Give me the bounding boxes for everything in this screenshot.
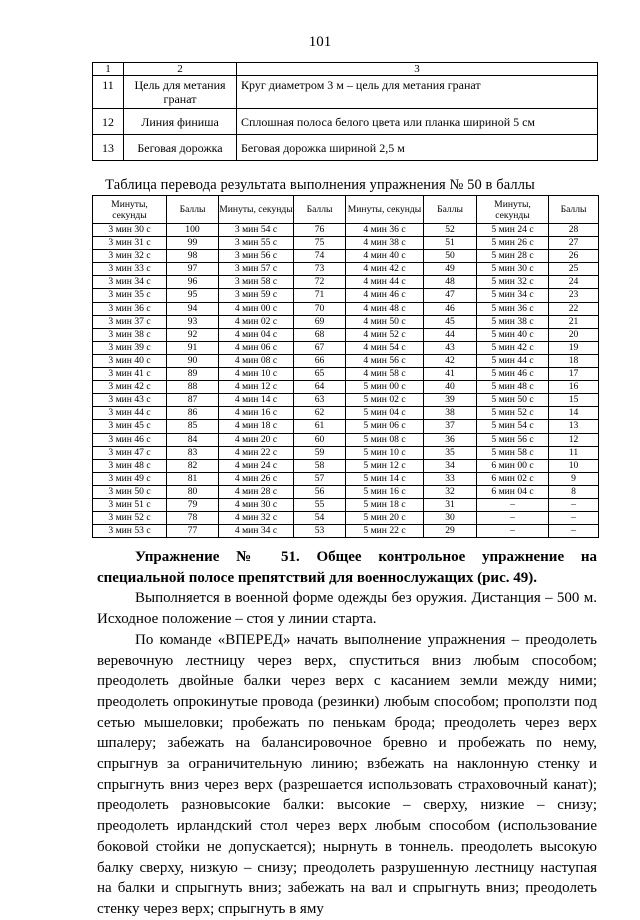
score-cell: 81 xyxy=(167,472,219,485)
score-cell: 77 xyxy=(167,525,219,538)
time-cell: 5 мин 36 с xyxy=(477,302,549,315)
score-cell: – xyxy=(549,512,599,525)
score-table-row xyxy=(93,354,599,367)
score-cell: 85 xyxy=(167,420,219,433)
score-cell: 48 xyxy=(424,276,477,289)
time-cell: – xyxy=(477,512,549,525)
score-cell: 24 xyxy=(549,276,599,289)
score-cell: 51 xyxy=(424,237,477,250)
score-cell: 23 xyxy=(549,289,599,302)
score-cell: 16 xyxy=(549,381,599,394)
time-cell: 4 мин 58 с xyxy=(346,368,424,381)
time-cell: 4 мин 32 с xyxy=(219,512,294,525)
time-cell: 4 мин 52 с xyxy=(346,328,424,341)
time-cell: 3 мин 38 с xyxy=(93,328,167,341)
table1-desc: Беговая дорожка шириной 2,5 м xyxy=(237,135,598,161)
score-cell: 62 xyxy=(294,407,346,420)
score-cell: 84 xyxy=(167,433,219,446)
time-cell: 5 мин 14 с xyxy=(346,472,424,485)
header-time: Минуты, секунды xyxy=(346,196,424,224)
time-cell: 3 мин 43 с xyxy=(93,394,167,407)
score-cell: 44 xyxy=(424,328,477,341)
time-cell: 3 мин 44 с xyxy=(93,407,167,420)
time-cell: 5 мин 18 с xyxy=(346,498,424,511)
time-cell: 3 мин 57 с xyxy=(219,263,294,276)
time-cell: 5 мин 56 с xyxy=(477,433,549,446)
score-cell: 22 xyxy=(549,302,599,315)
time-cell: 3 мин 36 с xyxy=(93,302,167,315)
time-cell: 4 мин 00 с xyxy=(219,302,294,315)
time-cell: 4 мин 44 с xyxy=(346,276,424,289)
score-cell: 14 xyxy=(549,407,599,420)
score-cell: 35 xyxy=(424,446,477,459)
time-cell: 3 мин 46 с xyxy=(93,433,167,446)
score-cell: 41 xyxy=(424,368,477,381)
time-cell: 3 мин 34 с xyxy=(93,276,167,289)
score-cell: 30 xyxy=(424,512,477,525)
score-cell: 99 xyxy=(167,237,219,250)
score-cell: 71 xyxy=(294,289,346,302)
time-cell: 5 мин 28 с xyxy=(477,250,549,263)
score-cell: 32 xyxy=(424,485,477,498)
score-cell: 47 xyxy=(424,289,477,302)
score-cell: 73 xyxy=(294,263,346,276)
header-score: Баллы xyxy=(167,196,219,224)
score-cell: 82 xyxy=(167,459,219,472)
score-table-row xyxy=(93,446,599,459)
score-table-row xyxy=(93,498,599,511)
score-cell: 19 xyxy=(549,341,599,354)
score-cell: 27 xyxy=(549,237,599,250)
time-cell: 6 мин 04 с xyxy=(477,485,549,498)
score-cell: 11 xyxy=(549,446,599,459)
score-cell: 12 xyxy=(549,433,599,446)
time-cell: 4 мин 40 с xyxy=(346,250,424,263)
time-cell: 5 мин 20 с xyxy=(346,512,424,525)
score-cell: 96 xyxy=(167,276,219,289)
time-cell: 4 мин 48 с xyxy=(346,302,424,315)
time-cell: 4 мин 36 с xyxy=(346,224,424,237)
time-cell: 5 мин 30 с xyxy=(477,263,549,276)
score-cell: 45 xyxy=(424,315,477,328)
time-cell: 5 мин 12 с xyxy=(346,459,424,472)
score-cell: 13 xyxy=(549,420,599,433)
time-cell: 5 мин 04 с xyxy=(346,407,424,420)
score-table-row xyxy=(93,394,599,407)
table1-header-cell: 1 xyxy=(93,63,124,76)
score-cell: 61 xyxy=(294,420,346,433)
score-cell: 72 xyxy=(294,276,346,289)
score-cell: 89 xyxy=(167,368,219,381)
time-cell: 5 мин 52 с xyxy=(477,407,549,420)
time-cell: – xyxy=(477,498,549,511)
score-table-header-row xyxy=(93,196,599,224)
table1-desc: Сплошная полоса белого цвета или планка шириной 5 см xyxy=(237,109,598,135)
score-cell: 80 xyxy=(167,485,219,498)
table1-name: Линия финиша xyxy=(124,109,237,135)
score-cell: 15 xyxy=(549,394,599,407)
score-cell: 49 xyxy=(424,263,477,276)
time-cell: 6 мин 02 с xyxy=(477,472,549,485)
time-cell: 5 мин 24 с xyxy=(477,224,549,237)
time-cell: 5 мин 26 с xyxy=(477,237,549,250)
time-cell: 5 мин 44 с xyxy=(477,354,549,367)
score-cell: 28 xyxy=(549,224,599,237)
score-cell: 95 xyxy=(167,289,219,302)
score-cell: 65 xyxy=(294,368,346,381)
score-cell: 57 xyxy=(294,472,346,485)
time-cell: 3 мин 32 с xyxy=(93,250,167,263)
score-table-row xyxy=(93,381,599,394)
time-cell: 3 мин 50 с xyxy=(93,485,167,498)
time-cell: 5 мин 40 с xyxy=(477,328,549,341)
score-cell: – xyxy=(549,525,599,538)
score-cell: 54 xyxy=(294,512,346,525)
time-cell: 4 мин 24 с xyxy=(219,459,294,472)
time-cell: 5 мин 16 с xyxy=(346,485,424,498)
time-cell: 4 мин 56 с xyxy=(346,354,424,367)
time-cell: 4 мин 16 с xyxy=(219,407,294,420)
score-cell: 66 xyxy=(294,354,346,367)
time-cell: 3 мин 37 с xyxy=(93,315,167,328)
score-cell: 43 xyxy=(424,341,477,354)
time-cell: 4 мин 26 с xyxy=(219,472,294,485)
header-time: Минуты, секунды xyxy=(219,196,294,224)
score-cell: 26 xyxy=(549,250,599,263)
score-table-row xyxy=(93,315,599,328)
header-score: Баллы xyxy=(424,196,477,224)
score-cell: 76 xyxy=(294,224,346,237)
score-cell: 67 xyxy=(294,341,346,354)
time-cell: 4 мин 28 с xyxy=(219,485,294,498)
score-cell: 90 xyxy=(167,354,219,367)
score-cell: 87 xyxy=(167,394,219,407)
time-cell: 4 мин 12 с xyxy=(219,381,294,394)
score-conversion-table xyxy=(92,195,599,538)
score-table-row xyxy=(93,525,599,538)
score-cell: 78 xyxy=(167,512,219,525)
paragraph: Выполняется в военной форме одежды без оружия. Дистанция – 500 м. Исходное положение – стоя у линии старта. xyxy=(97,590,597,628)
time-cell: 3 мин 47 с xyxy=(93,446,167,459)
score-cell: 36 xyxy=(424,433,477,446)
page-number: 101 xyxy=(308,34,332,50)
score-cell: 34 xyxy=(424,459,477,472)
time-cell: 3 мин 42 с xyxy=(93,381,167,394)
time-cell: 5 мин 00 с xyxy=(346,381,424,394)
header-time: Минуты, секунды xyxy=(93,196,167,224)
table1-row xyxy=(93,109,598,135)
score-cell: 92 xyxy=(167,328,219,341)
score-cell: 86 xyxy=(167,407,219,420)
time-cell: 5 мин 22 с xyxy=(346,525,424,538)
score-table-row xyxy=(93,485,599,498)
time-cell: 4 мин 02 с xyxy=(219,315,294,328)
score-cell: 8 xyxy=(549,485,599,498)
time-cell: 3 мин 45 с xyxy=(93,420,167,433)
score-cell: 42 xyxy=(424,354,477,367)
time-cell: 5 мин 50 с xyxy=(477,394,549,407)
time-cell: 4 мин 38 с xyxy=(346,237,424,250)
score-table-row xyxy=(93,289,599,302)
time-cell: 3 мин 35 с xyxy=(93,289,167,302)
score-cell: 18 xyxy=(549,354,599,367)
score-cell: 17 xyxy=(549,368,599,381)
table1-num: 11 xyxy=(93,76,124,109)
time-cell: 4 мин 50 с xyxy=(346,315,424,328)
time-cell: 3 мин 49 с xyxy=(93,472,167,485)
time-cell: 5 мин 38 с xyxy=(477,315,549,328)
table1-num: 12 xyxy=(93,109,124,135)
score-cell: 64 xyxy=(294,381,346,394)
score-table-row xyxy=(93,328,599,341)
score-cell: 39 xyxy=(424,394,477,407)
score-cell: 50 xyxy=(424,250,477,263)
exercise-description xyxy=(97,547,597,920)
score-table-row xyxy=(93,433,599,446)
table1-header-cell: 3 xyxy=(237,63,598,76)
score-cell: 98 xyxy=(167,250,219,263)
obstacle-elements-table xyxy=(92,62,598,161)
score-cell: 29 xyxy=(424,525,477,538)
header-time: Минуты, секунды xyxy=(477,196,549,224)
time-cell: 3 мин 48 с xyxy=(93,459,167,472)
time-cell: 4 мин 14 с xyxy=(219,394,294,407)
time-cell: 4 мин 04 с xyxy=(219,328,294,341)
table1-name: Беговая дорожка xyxy=(124,135,237,161)
score-cell: 55 xyxy=(294,498,346,511)
time-cell: 4 мин 46 с xyxy=(346,289,424,302)
header-score: Баллы xyxy=(549,196,599,224)
score-cell: 40 xyxy=(424,381,477,394)
score-cell: 74 xyxy=(294,250,346,263)
time-cell: 4 мин 22 с xyxy=(219,446,294,459)
score-cell: – xyxy=(549,498,599,511)
time-cell: 3 мин 30 с xyxy=(93,224,167,237)
score-table-row xyxy=(93,368,599,381)
score-cell: 91 xyxy=(167,341,219,354)
time-cell: 6 мин 00 с xyxy=(477,459,549,472)
time-cell: 5 мин 32 с xyxy=(477,276,549,289)
table1-name: Цель для метания гранат xyxy=(124,76,237,109)
table1-header-cell: 2 xyxy=(124,63,237,76)
time-cell: 3 мин 53 с xyxy=(93,525,167,538)
score-cell: 20 xyxy=(549,328,599,341)
time-cell: 3 мин 54 с xyxy=(219,224,294,237)
time-cell: 5 мин 48 с xyxy=(477,381,549,394)
score-cell: 69 xyxy=(294,315,346,328)
score-cell: 31 xyxy=(424,498,477,511)
time-cell: 4 мин 20 с xyxy=(219,433,294,446)
time-cell: 4 мин 06 с xyxy=(219,341,294,354)
score-table-caption: Таблица перевода результата выполнения упражнения № 50 в баллы xyxy=(105,177,535,193)
time-cell: 5 мин 46 с xyxy=(477,368,549,381)
time-cell: 5 мин 54 с xyxy=(477,420,549,433)
score-table-row xyxy=(93,263,599,276)
score-cell: 70 xyxy=(294,302,346,315)
score-cell: 33 xyxy=(424,472,477,485)
score-cell: 52 xyxy=(424,224,477,237)
score-cell: 46 xyxy=(424,302,477,315)
time-cell: 5 мин 42 с xyxy=(477,341,549,354)
score-table-body xyxy=(93,224,599,538)
score-cell: 100 xyxy=(167,224,219,237)
time-cell: – xyxy=(477,525,549,538)
time-cell: 4 мин 54 с xyxy=(346,341,424,354)
time-cell: 4 мин 18 с xyxy=(219,420,294,433)
table1-header-row xyxy=(93,63,598,76)
score-cell: 60 xyxy=(294,433,346,446)
score-cell: 9 xyxy=(549,472,599,485)
exercise-heading: Упражнение № 51. Общее контрольное упражнение на специальной полосе препятствий для военнослужащих (рис. 49). xyxy=(97,549,597,586)
time-cell: 3 мин 58 с xyxy=(219,276,294,289)
time-cell: 4 мин 42 с xyxy=(346,263,424,276)
score-cell: 68 xyxy=(294,328,346,341)
score-table-row xyxy=(93,250,599,263)
time-cell: 4 мин 08 с xyxy=(219,354,294,367)
score-cell: 21 xyxy=(549,315,599,328)
score-cell: 59 xyxy=(294,446,346,459)
time-cell: 3 мин 56 с xyxy=(219,250,294,263)
score-table-row xyxy=(93,341,599,354)
time-cell: 3 мин 31 с xyxy=(93,237,167,250)
time-cell: 3 мин 55 с xyxy=(219,237,294,250)
table1-row xyxy=(93,76,598,109)
score-cell: 63 xyxy=(294,394,346,407)
time-cell: 5 мин 34 с xyxy=(477,289,549,302)
time-cell: 3 мин 51 с xyxy=(93,498,167,511)
score-cell: 75 xyxy=(294,237,346,250)
score-table-row xyxy=(93,237,599,250)
time-cell: 4 мин 34 с xyxy=(219,525,294,538)
time-cell: 3 мин 33 с xyxy=(93,263,167,276)
time-cell: 5 мин 02 с xyxy=(346,394,424,407)
time-cell: 3 мин 39 с xyxy=(93,341,167,354)
time-cell: 3 мин 41 с xyxy=(93,368,167,381)
score-cell: 10 xyxy=(549,459,599,472)
time-cell: 5 мин 06 с xyxy=(346,420,424,433)
score-cell: 88 xyxy=(167,381,219,394)
time-cell: 3 мин 59 с xyxy=(219,289,294,302)
score-table-row xyxy=(93,472,599,485)
score-table-row xyxy=(93,302,599,315)
score-cell: 38 xyxy=(424,407,477,420)
score-cell: 53 xyxy=(294,525,346,538)
score-cell: 94 xyxy=(167,302,219,315)
score-cell: 25 xyxy=(549,263,599,276)
score-table-row xyxy=(93,407,599,420)
paragraph: По команде «ВПЕРЕД» начать выполнение упражнения – преодолеть веревочную лестницу через верх, спуститься вниз любым способом; преодолеть двойные балки через верх с касанием земли между ними; преодолеть опрокинутые провода (резинки) любым способом; проползти под сетью мышеловки; пробежать по пенькам брода; преодолеть через верх шпалеру; забежать на балансировочное бревно и пробежать по нему, спрыгнув за ограничительную линию; взбежать на наклонную стенку и спрыгнуть вниз через верх (разрешается использовать страховочный канат); преодолеть разновысокие балки: высокие – сверху, низкие – снизу; преодолеть ирландский стол через верх любым способом (использование боковой стойки не допускается); нырнуть в тоннель. преодолеть высокую балку сверху, низкую – снизу; преодолеть разрушенную лестницу наступая на балки и спрыгнуть вниз; забежать на вал и спрыгнуть вниз; преодолеть стенку через верх; спрыгнуть в яму xyxy=(97,631,597,917)
score-table-row xyxy=(93,224,599,237)
score-cell: 93 xyxy=(167,315,219,328)
score-cell: 97 xyxy=(167,263,219,276)
time-cell: 4 мин 30 с xyxy=(219,498,294,511)
score-cell: 79 xyxy=(167,498,219,511)
table1-num: 13 xyxy=(93,135,124,161)
table1-desc: Круг диаметром 3 м – цель для метания гранат xyxy=(237,76,598,109)
time-cell: 5 мин 08 с xyxy=(346,433,424,446)
score-cell: 56 xyxy=(294,485,346,498)
table1-row xyxy=(93,135,598,161)
score-cell: 58 xyxy=(294,459,346,472)
score-table-row xyxy=(93,420,599,433)
score-table-row xyxy=(93,512,599,525)
time-cell: 5 мин 58 с xyxy=(477,446,549,459)
score-cell: 83 xyxy=(167,446,219,459)
time-cell: 4 мин 10 с xyxy=(219,368,294,381)
time-cell: 3 мин 52 с xyxy=(93,512,167,525)
time-cell: 5 мин 10 с xyxy=(346,446,424,459)
header-score: Баллы xyxy=(294,196,346,224)
score-cell: 37 xyxy=(424,420,477,433)
score-table-row xyxy=(93,459,599,472)
score-table-row xyxy=(93,276,599,289)
time-cell: 3 мин 40 с xyxy=(93,354,167,367)
